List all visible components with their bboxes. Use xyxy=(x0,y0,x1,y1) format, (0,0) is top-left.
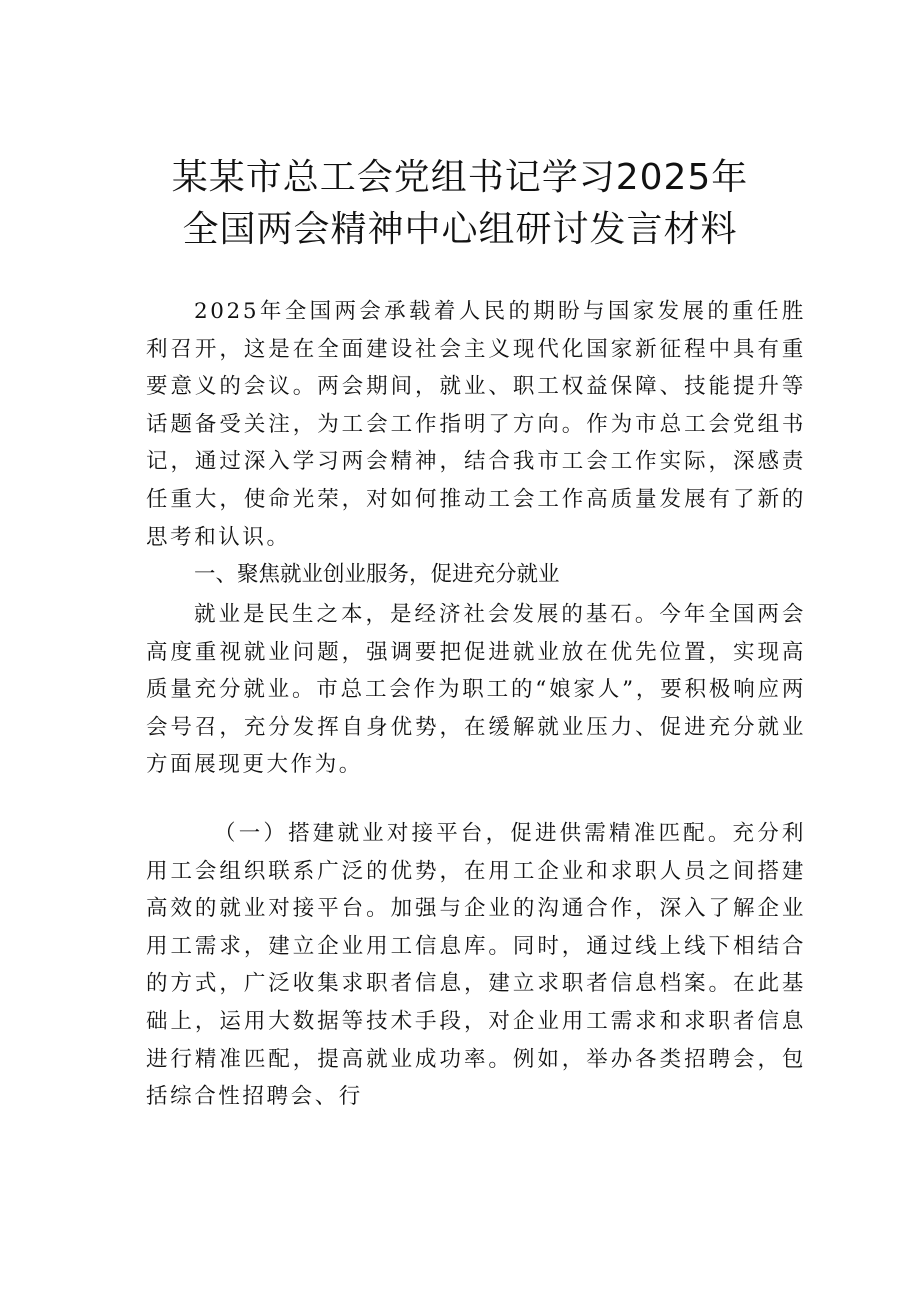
section-heading-1: 一、聚焦就业创业服务，促进充分就业 xyxy=(194,562,560,587)
title-line-1: 某某市总工会党组书记学习2025年 xyxy=(171,157,749,198)
title-line-2: 全国两会精神中心组研讨发言材料 xyxy=(182,209,738,250)
paragraph-subsection-1: （一）搭建就业对接平台，促进供需精准匹配。充分利用工会组织联系广泛的优势，在用工企业和求职人员之间搭建高效的就业对接平台。加强与企业的沟通合作，深入了解企业用工需求，建立企业用工信息库。同时，通过线上线下相结合的方式，广泛收集求职者信息，建立求职者信息档案。在此基础上，运用大数据等技术手段，对企业用工需求和求职者信息进行精准匹配，提高就业成功率。例如，举办各类招聘会，包括综合性招聘会、行 xyxy=(146,821,806,1110)
paragraph-employment: 就业是民生之本，是经济社会发展的基石。今年全国两会高度重视就业问题，强调要把促进就业放在优先位置，实现高质量充分就业。市总工会作为职工的“娘家人”，要积极响应两会号召，充分发挥自身优势，在缓解就业压力、促进充分就业方面展现更大作为。 xyxy=(146,602,806,778)
paragraph-intro: 2025年全国两会承载着人民的期盼与国家发展的重任胜利召开，这是在全面建设社会主义现代化国家新征程中具有重要意义的会议。两会期间，就业、职工权益保障、技能提升等话题备受关注，为工会工作指明了方向。作为市总工会党组书记，通过深入学习两会精神，结合我市工会工作实际，深感责任重大，使命光荣，对如何推动工会工作高质量发展有了新的思考和认识。 xyxy=(146,299,806,550)
document-title xyxy=(0,152,920,256)
